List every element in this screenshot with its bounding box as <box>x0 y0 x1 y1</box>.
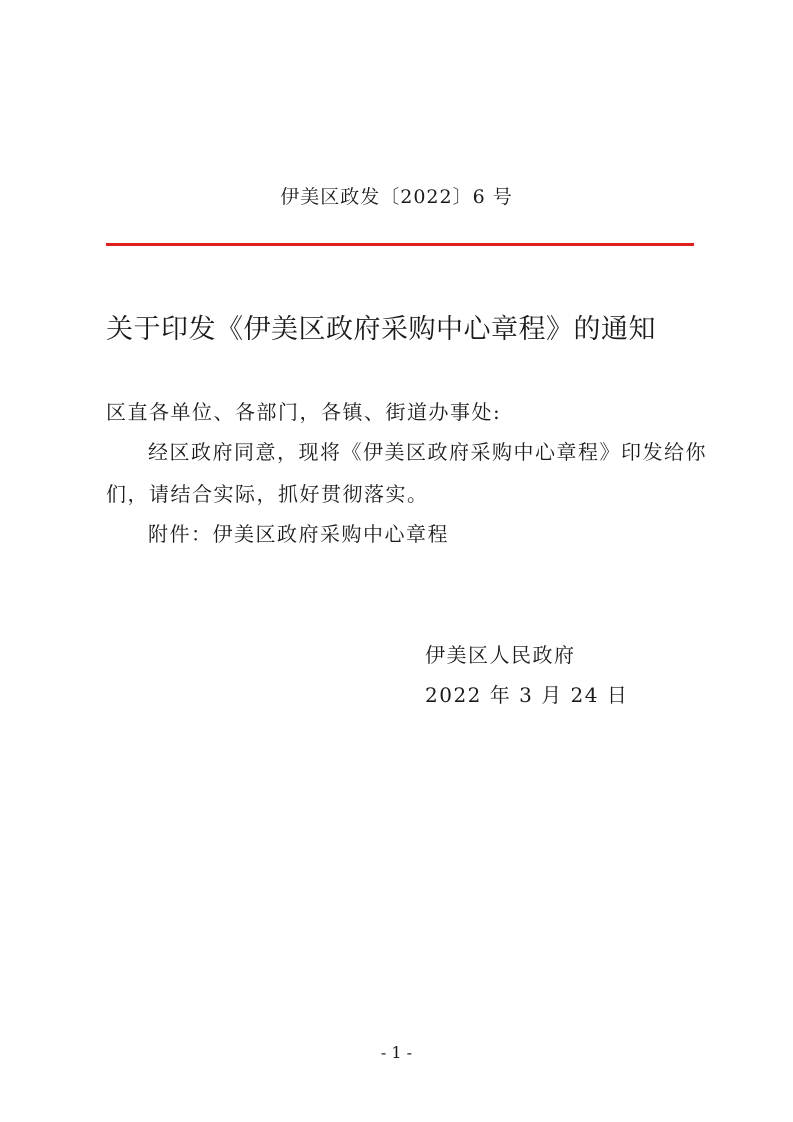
addressee-line: 区直各单位、各部门，各镇、街道办事处: <box>106 400 502 424</box>
issue-date: 2022 年 3 月 24 日 <box>425 683 629 707</box>
document-number: 伊美区政发〔2022〕6 号 <box>280 186 513 208</box>
issuer-signature: 伊美区人民政府 <box>425 643 576 667</box>
document-title: 关于印发《伊美区政府采购中心章程》的通知 <box>106 314 656 345</box>
body-paragraph-line-1: 经区政府同意，现将《伊美区政府采购中心章程》印发给你 <box>148 440 707 464</box>
red-separator-line <box>106 243 694 246</box>
attachment-line: 附件：伊美区政府采购中心章程 <box>148 522 449 546</box>
page-number: - 1 - <box>380 1043 413 1062</box>
body-paragraph-line-2: 们，请结合实际，抓好贯彻落实。 <box>106 482 429 506</box>
